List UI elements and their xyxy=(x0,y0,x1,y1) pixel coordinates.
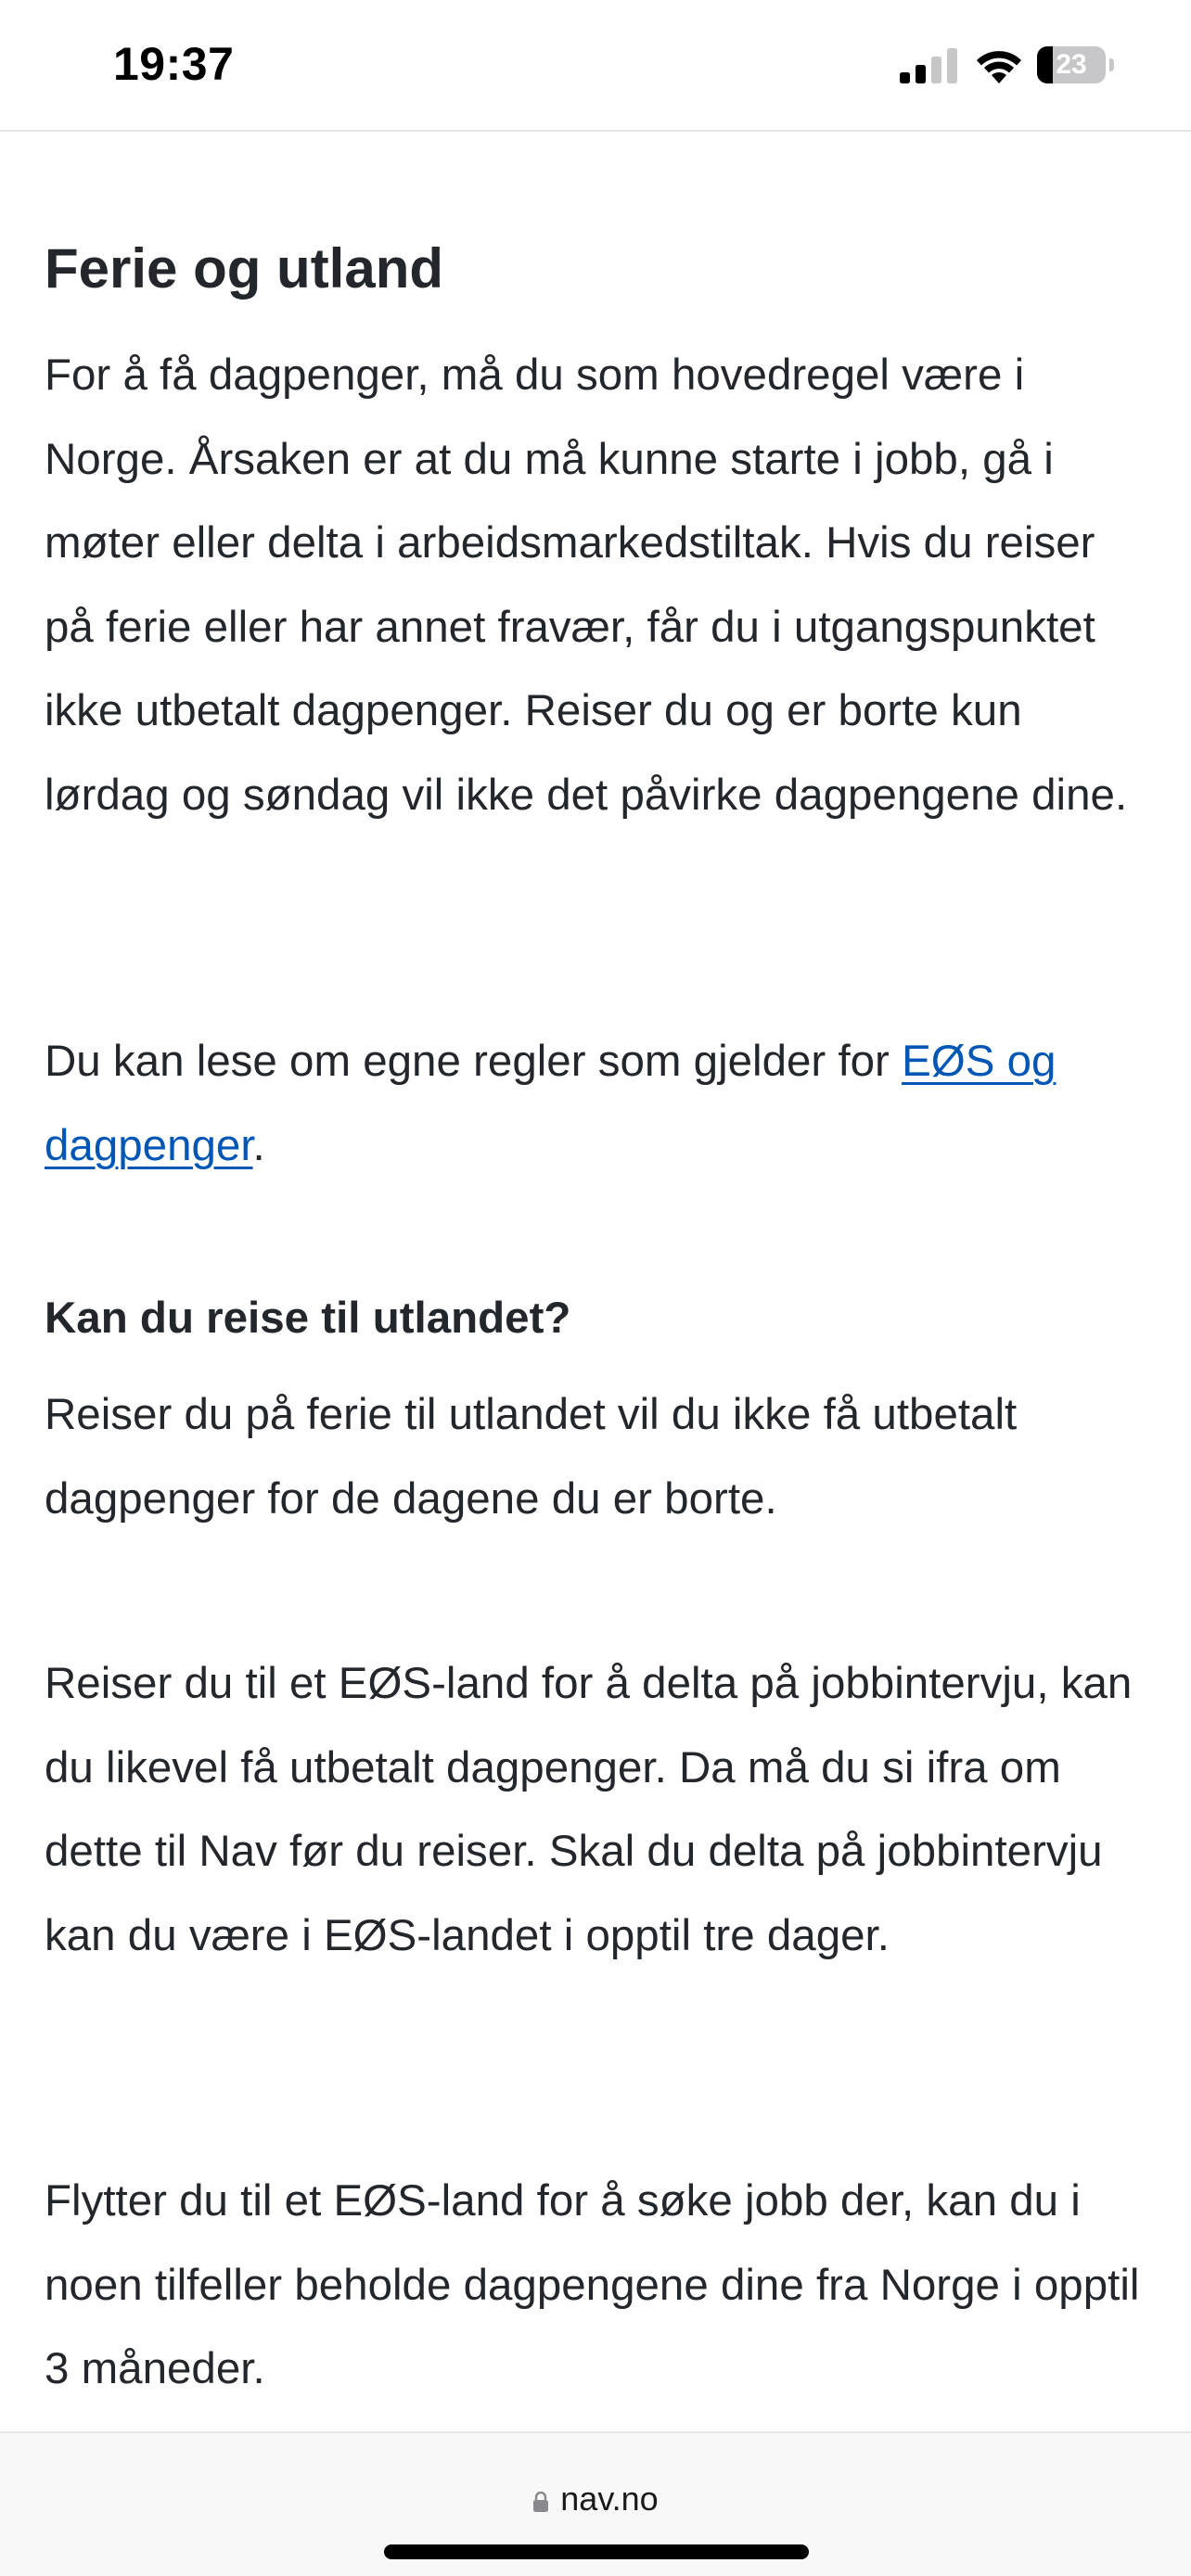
move-paragraph: Flytter du til et EØS-land for å søke jobb der, kan du i noen tilfeller beholde dagpengene dine fra Norge i opptil 3 måneder. xyxy=(45,2176,1140,2393)
section-heading: Kan du reise til utlandet? xyxy=(45,1294,571,1343)
page-title: Ferie og utland xyxy=(45,237,444,300)
intro-paragraph: For å få dagpenger, må du som hovedregel være i Norge. Årsaken er at du må kunne starte i jobb, gå i møter eller delta i arbeidsmarkedstiltak. Hvis du reiser på ferie eller har annet fravær, får du i utgangspunktet ikke utbetalt dagpenger. Reiser du og er borte kun lørdag og søndag vil ikke det påvirke dagpengene dine. xyxy=(45,351,1128,820)
eos-paragraph xyxy=(45,1020,1148,1188)
signal-icon xyxy=(900,48,957,83)
interview-paragraph: Reiser du til et EØS-land for å delta på jobbintervju, kan du likevel få utbetalt dagpenger. Da må du si ifra om dette til Nav før du reiser. Skal du delta på jobbintervju kan du være i EØS-landet i opptil tre dager. xyxy=(45,1659,1133,1960)
status-time: 19:37 xyxy=(113,38,235,90)
eos-text-after: . xyxy=(252,1120,265,1170)
browser-url-bar[interactable] xyxy=(0,2431,1191,2576)
abroad-paragraph: Reiser du på ferie til utlandet vil du ikke få utbetalt dagpenger for de dagene du er borte. xyxy=(45,1390,1018,1524)
home-indicator[interactable] xyxy=(384,2544,809,2559)
lock-icon xyxy=(532,2492,549,2512)
status-bar xyxy=(0,0,1191,132)
url-text: nav.no xyxy=(560,2480,659,2518)
url-display[interactable] xyxy=(0,2480,1191,2519)
eos-text-before: Du kan lese om egne regler som gjelder for xyxy=(45,1037,903,1086)
wifi-icon xyxy=(974,46,1024,83)
battery-icon xyxy=(1037,46,1115,83)
battery-level: 23 xyxy=(1056,49,1087,80)
eos-link[interactable]: EØS og dagpenger xyxy=(45,1037,1057,1170)
